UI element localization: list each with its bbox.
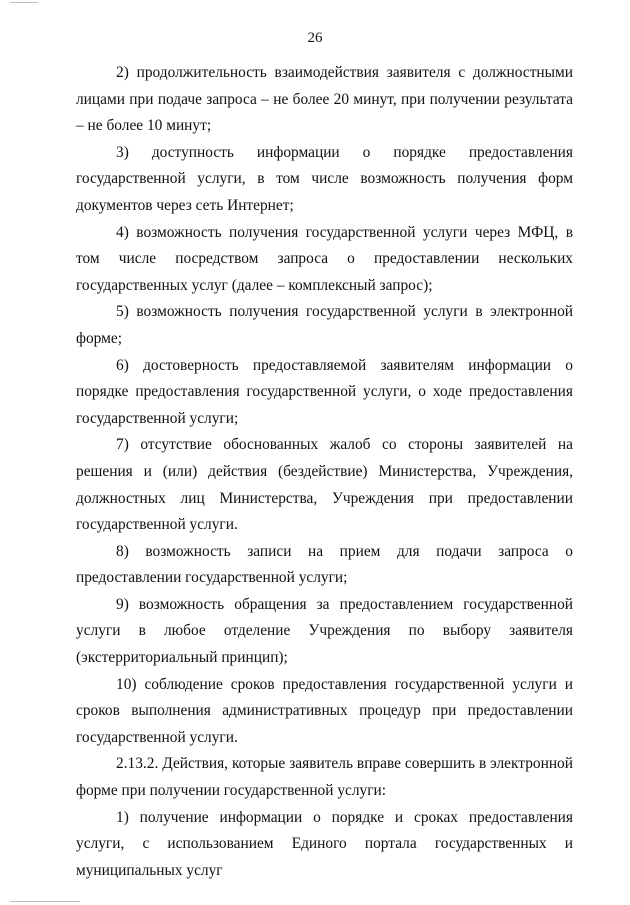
paragraph-7: 8) возможность записи на прием для подачи запроса о предоставлении государственной услуги; xyxy=(76,542,573,587)
document-body xyxy=(76,60,573,884)
paragraph-10: 2.13.2. Действия, которые заявитель вправе совершить в электронной форме при получении государственной услуги: xyxy=(76,755,573,800)
paragraph-6: 7) отсутствие обоснованных жалоб со стороны заявителей на решения и (или) действия (бездействие) Министерства, Учреждения, должностных лиц Министерства, Учреждения при предоставлении государственной услуги. xyxy=(76,436,573,534)
paragraph-4: 5) возможность получения государственной услуги в электронной форме; xyxy=(76,303,573,347)
page-number: 26 xyxy=(307,30,323,46)
paragraph-11: 1) получение информации о порядке и сроках предоставления услуги, с использованием Единого портала государственных и муниципальных услуг xyxy=(76,808,573,879)
scan-bottom-edge-mark xyxy=(10,901,80,902)
paragraph-3: 4) возможность получения государственной услуги через МФЦ, в том числе посредством запроса о предоставлении нескольких государственных услуг (далее – комплексный запрос); xyxy=(76,223,573,294)
paragraph-2: 3) доступность информации о порядке предоставления государственной услуги, в том числе возможность получения форм документов через сеть Интернет; xyxy=(76,143,573,214)
paragraph-1: 2) продолжительность взаимодействия заявителя с должностными лицами при подаче запроса – не более 20 минут, при получении результата – не более 10 минут; xyxy=(76,64,573,135)
scan-top-edge-mark xyxy=(10,2,38,3)
paragraph-5: 6) достоверность предоставляемой заявителям информации о порядке предоставления государственной услуги, о ходе предоставления государственной услуги; xyxy=(76,356,573,427)
paragraph-9: 10) соблюдение сроков предоставления государственной услуги и сроков выполнения административных процедур при предоставлении государственной услуги. xyxy=(76,675,573,746)
paragraph-8: 9) возможность обращения за предоставлением государственной услуги в любое отделение Учреждения по выбору заявителя (экстерриториальный принцип); xyxy=(76,595,573,667)
